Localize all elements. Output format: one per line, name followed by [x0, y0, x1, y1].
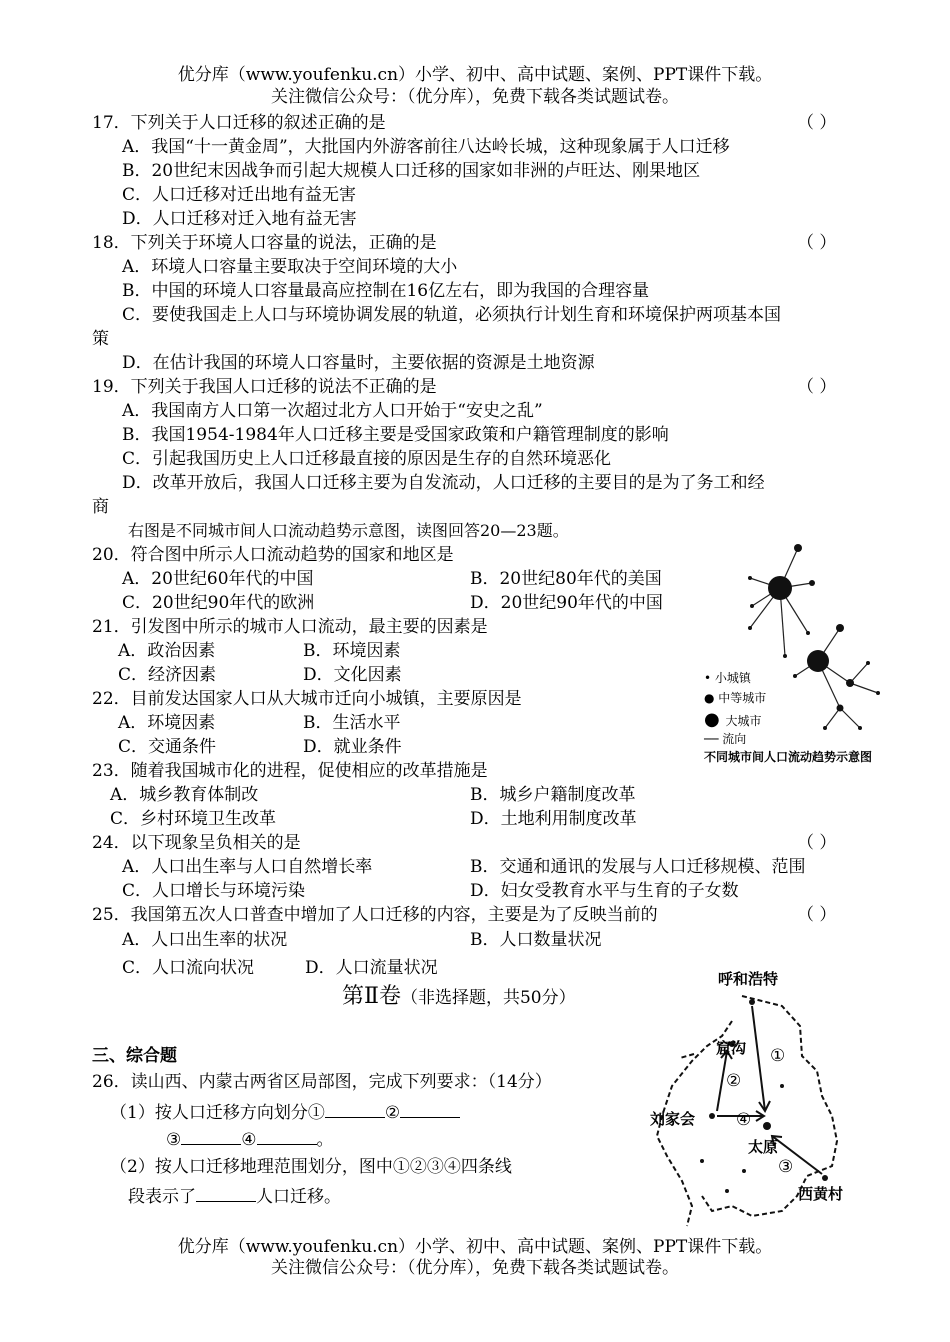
q22-option-b: B．生活水平: [303, 713, 401, 733]
legend-large-label: 大城市: [725, 714, 762, 728]
footer-line-2: 关注微信公众号：（优分库），免费下载各类试题试卷。: [271, 1258, 679, 1278]
q23-option-d: D．土地利用制度改革: [470, 809, 637, 829]
map-label-kuangou: 窟沟: [716, 1039, 747, 1057]
q22-option-a: A．环境因素: [118, 713, 216, 733]
q18-option-a: A．环境人口容量主要取决于空间环境的大小: [122, 257, 458, 277]
q26-stem: 26．读山西、内蒙古两省区局部图，完成下列要求：（14分）: [92, 1072, 552, 1092]
town-dot: [725, 1189, 729, 1193]
map-mark-1: ①: [770, 1046, 786, 1066]
huhehaote-dot: [749, 999, 755, 1005]
legend-row-large: [704, 709, 872, 730]
q18-option-b: B．中国的环境人口容量最高应控制在16亿左右，即为我国的合理容量: [122, 281, 650, 301]
q26-part2-suffix: 人口迁移。: [256, 1187, 341, 1207]
map-label-huhehaote: 呼和浩特: [718, 970, 779, 988]
q25-stem: 25．我国第五次人口普查中增加了人口迁移的内容，主要是为了反映当前的: [92, 905, 658, 925]
q21-stem: 21．引发图中所示的城市人口流动，最主要的因素是: [92, 617, 488, 637]
flow-legend: [704, 670, 872, 765]
large-city-dot-2: [807, 650, 829, 672]
q19-option-b: B．我国1954-1984年人口迁移主要是受国家政策和户籍管理制度的影响: [122, 425, 669, 445]
town-dot: [780, 1084, 784, 1088]
q24-option-c: C．人口增长与环境污染: [122, 881, 306, 901]
large-city-dot-1: [768, 576, 792, 600]
q20-option-a: A．20世纪60年代的中国: [122, 569, 314, 589]
q24-answer-paren[interactable]: （ ）: [797, 833, 837, 853]
small-town-dot: [748, 626, 752, 630]
medium-city-dot: [794, 544, 802, 552]
q18-option-c-line1: C．要使我国走上人口与环境协调发展的轨道，必须执行计划生育和环境保护两项基本国: [122, 305, 782, 325]
map-mark-2: ②: [726, 1071, 742, 1091]
q20-stem: 20．符合图中所示人口流动趋势的国家和地区是: [92, 545, 454, 565]
q17-answer-paren[interactable]: （ ）: [797, 113, 837, 133]
small-town-dot: [876, 691, 880, 695]
q21-option-b: B．环境因素: [303, 641, 401, 661]
map-label-taiyuan: 太原: [748, 1138, 779, 1156]
q21-option-a: A．政治因素: [118, 641, 216, 661]
medium-city-icon: ●: [704, 691, 719, 705]
q24-option-d: D．妇女受教育水平与生育的子女数: [470, 881, 739, 901]
answer-blank-5[interactable]: [196, 1185, 256, 1202]
town-dot: [700, 1159, 704, 1163]
q26-part1-mid: ②: [384, 1103, 401, 1123]
q17-option-c: C．人口迁移对迁出地有益无害: [122, 185, 357, 205]
q18-stem: 18．下列关于环境人口容量的说法，正确的是: [92, 233, 437, 253]
q24-option-b: B．交通和通讯的发展与人口迁移规模、范围: [470, 857, 806, 877]
q22-stem: 22．目前发达国家人口从大城市迁向小城镇，主要原因是: [92, 689, 522, 709]
q23-option-a: A．城乡教育体制改: [110, 785, 259, 805]
small-town-dot: [866, 661, 870, 665]
map-mark-3: ③: [778, 1157, 794, 1177]
q25-answer-paren[interactable]: （ ）: [797, 905, 837, 925]
q20-option-b: B．20世纪80年代的美国: [470, 569, 662, 589]
q17-option-d: D．人口迁移对迁入地有益无害: [122, 209, 357, 229]
q19-option-d-line2: 商: [92, 497, 109, 517]
q19-stem: 19．下列关于我国人口迁移的说法不正确的是: [92, 377, 437, 397]
small-town-dot: [750, 604, 754, 608]
medium-city-dot: [836, 624, 844, 632]
q25-option-b: B．人口数量状况: [470, 930, 602, 950]
small-town-dot: [783, 654, 787, 658]
q26-part1-prefix: （1）按人口迁移方向划分①: [110, 1103, 325, 1123]
liujiahui-dot: [709, 1113, 715, 1119]
large-city-icon: ●: [704, 709, 726, 730]
taiyuan-dot: [763, 1122, 771, 1130]
header-line-1: 优分库（www.youfenku.cn）小学、初中、高中试题、案例、PPT课件下载。: [177, 65, 773, 85]
answer-blank-2[interactable]: [400, 1101, 460, 1118]
q17-option-a: A．我国“十一黄金周”，大批国内外游客前往八达岭长城，这种现象属于人口迁移: [122, 137, 730, 157]
section-3-heading: 三、综合题: [92, 1046, 177, 1066]
q25-option-a: A．人口出生率的状况: [122, 930, 288, 950]
q17-stem: 17．下列关于人口迁移的叙述正确的是: [92, 113, 386, 133]
q25-option-c: C．人口流向状况: [122, 958, 255, 978]
legend-flow-label: 流向: [722, 732, 747, 746]
q18-answer-paren[interactable]: （ ）: [797, 233, 837, 253]
q26-part1b-3: ③: [166, 1130, 182, 1150]
map-mark-4: ④: [736, 1110, 752, 1130]
q26-part2-line1: （2）按人口迁移地理范围划分，图中①②③④四条线: [110, 1157, 512, 1177]
medium-city-dot: [809, 580, 815, 586]
q26-part1-line1: [110, 1101, 460, 1124]
q24-option-a: A．人口出生率与人口自然增长率: [122, 857, 373, 877]
legend-small-label: 小城镇: [714, 671, 751, 685]
small-town-dot: [806, 631, 810, 635]
answer-blank-3[interactable]: [181, 1128, 241, 1145]
legend-row-flow: [704, 731, 872, 747]
small-town-icon: •: [704, 671, 715, 685]
q24-stem: 24．以下现象呈负相关的是: [92, 833, 301, 853]
q26-part1b-4: ④: [241, 1130, 257, 1150]
q20-option-d: D．20世纪90年代的中国: [470, 593, 663, 613]
q26-part2-line2: [128, 1185, 341, 1208]
q18-option-d: D．在估计我国的环境人口容量时，主要依据的资源是土地资源: [122, 353, 595, 373]
xihuangcun-dot: [822, 1175, 828, 1181]
q23-option-c: C．乡村环境卫生改革: [110, 809, 277, 829]
town-dot: [742, 1169, 746, 1173]
part2-note: （非选择题，共50分）: [400, 988, 576, 1008]
part2-heading: [342, 986, 576, 1009]
q19-option-d-line1: D．改革开放后，我国人口迁移主要为自发流动，人口迁移的主要目的是为了务工和经: [122, 473, 765, 493]
intro-20-23: 右图是不同城市间人口流动趋势示意图，读图回答20—23题。: [128, 521, 569, 540]
answer-blank-4[interactable]: [257, 1128, 317, 1145]
q21-option-c: C．经济因素: [118, 665, 217, 685]
q22-option-c: C．交通条件: [118, 737, 217, 757]
q19-answer-paren[interactable]: （ ）: [797, 377, 837, 397]
q23-stem: 23．随着我国城市化的进程，促使相应的改革措施是: [92, 761, 488, 781]
q26-part1-line2: [166, 1128, 334, 1151]
q25-option-d: D．人口流量状况: [305, 958, 438, 978]
q21-option-d: D．文化因素: [303, 665, 402, 685]
part2-title: 第Ⅱ卷: [342, 984, 401, 1009]
q17-option-b: B．20世纪末因战争而引起大规模人口迁移的国家如非洲的卢旺达、刚果地区: [122, 161, 701, 181]
q23-option-b: B．城乡户籍制度改革: [470, 785, 636, 805]
q19-option-a: A．我国南方人口第一次超过北方人口开始于“安史之乱”: [122, 401, 543, 421]
map-label-liujiahui: 刘家会: [650, 1110, 696, 1128]
small-town-dot: [748, 576, 752, 580]
legend-row-small: [704, 670, 872, 686]
map-label-xihuangcun: 西黄村: [798, 1185, 844, 1203]
answer-blank-1[interactable]: [325, 1101, 385, 1118]
header-line-2: 关注微信公众号：（优分库），免费下载各类试题试卷。: [271, 87, 679, 107]
q26-part1b-end: 。: [316, 1130, 334, 1150]
legend-medium-label: 中等城市: [718, 691, 767, 705]
q26-part2-prefix: 段表示了: [128, 1187, 196, 1207]
flow-figure-caption: 不同城市间人口流动趋势示意图: [704, 750, 873, 764]
footer-line-1: 优分库（www.youfenku.cn）小学、初中、高中试题、案例、PPT课件下载。: [177, 1237, 773, 1257]
flow-line-icon: ──: [704, 732, 723, 746]
q18-option-c-line2: 策: [92, 329, 109, 349]
q19-option-c: C．引起我国历史上人口迁移最直接的原因是生存的自然环境恶化: [122, 449, 612, 469]
q20-option-c: C．20世纪90年代的欧洲: [122, 593, 315, 613]
q22-option-d: D．就业条件: [303, 737, 402, 757]
legend-row-medium: [704, 690, 872, 706]
